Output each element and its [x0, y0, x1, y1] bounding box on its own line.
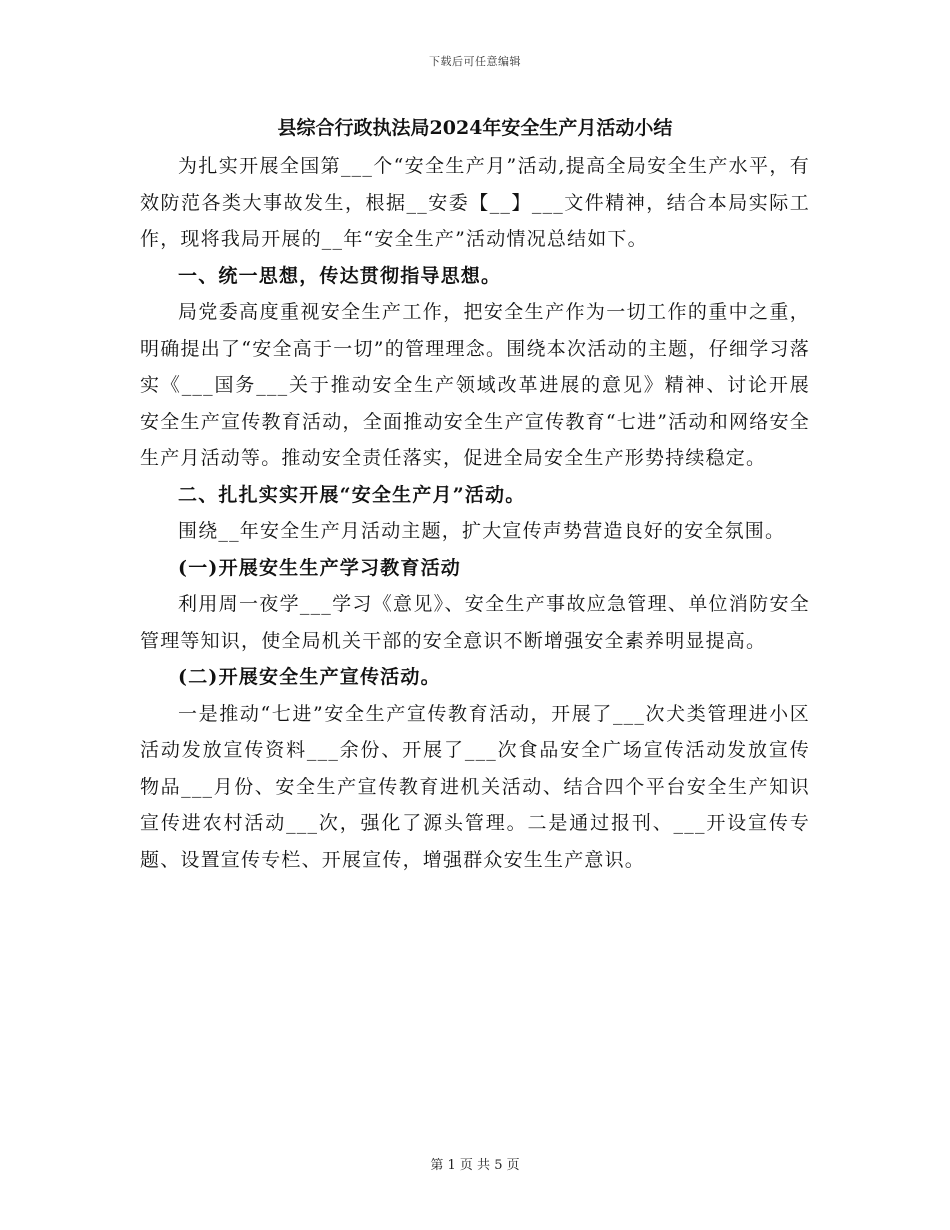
section-2-paragraph: 围绕__年安全生产月活动主题，扩大宣传声势营造良好的安全氛围。	[178, 520, 786, 542]
intro-paragraph: 为扎实开展全国第___个“安全生产月”活动,提高全局安全生产水平，有效防范各类大事故发生，根据__安委【__】___文件精神，结合本局实际工作，现将我局开展的__年“安全生产”活动情况总结如下。	[140, 155, 810, 250]
subsection-heading-2: (二)开展安全生产宣传活动。	[178, 666, 441, 688]
section-heading-2: 二、扎扎实实开展“安全生产月”活动。	[178, 483, 526, 506]
header-note: 下载后可任意编辑	[429, 55, 521, 68]
subsection-1-paragraph: 利用周一夜学___学习《意见》、安全生产事故应急管理、单位消防安全管理等知识，使全局机关干部的安全意识不断增强安全素养明显提高。	[140, 593, 810, 652]
document-body	[140, 148, 810, 878]
document-title: 县综合行政执法局2024年安全生产月活动小结	[277, 117, 673, 139]
subsection-heading-1: (一)开展安生生产学习教育活动	[178, 556, 461, 579]
subsection-2-paragraph: 一是推动“七进”安全生产宣传教育活动，开展了___次犬类管理进小区活动发放宣传资料___余份、开展了___次食品安全广场宣传活动发放宣传物品___月份、安全生产宣传教育进机关活动、结合四个平台安全生产知识宣传进农村活动___次，强化了源头管理。二是通过报刊、___开设宣传专题、设置宣传专栏、开展宣传，增强群众安生生产意识。	[140, 702, 810, 871]
section-heading-1: 一、统一思想，传达贯彻指导思想。	[178, 264, 502, 287]
page-number: 第 1 页 共 5 页	[430, 1158, 520, 1173]
section-1-paragraph: 局党委高度重视安全生产工作，把安全生产作为一切工作的重中之重，明确提出了“安全高于一切”的管理理念。围绕本次活动的主题，仔细学习落实《___国务___关于推动安全生产领域改革进展的意见》精神、讨论开展安全生产宣传教育活动，全面推动安全生产宣传教育“七进”活动和网络安全生产月活动等。推动安全责任落实，促进全局安全生产形势持续稳定。	[140, 301, 810, 469]
